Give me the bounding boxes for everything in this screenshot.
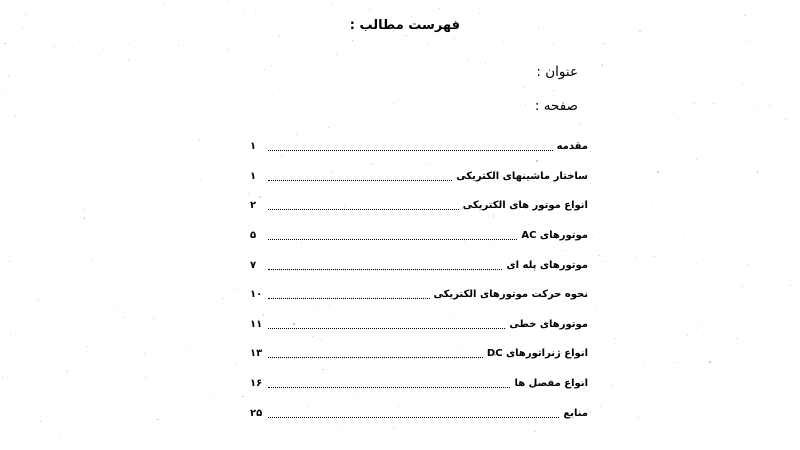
toc-row <box>250 162 588 192</box>
dot-leader <box>268 387 510 388</box>
subject-label: عنوان : <box>536 64 578 80</box>
toc-page-number: ۱۶ <box>250 378 263 390</box>
toc-row <box>250 310 588 340</box>
toc-row <box>250 132 588 162</box>
toc-page-number: ۱۳ <box>250 348 263 360</box>
toc-row <box>250 339 588 369</box>
toc-page-number: ۲۵ <box>250 407 263 419</box>
toc-entry-title: ساختار ماشینهای الکتریکی <box>456 170 588 182</box>
dot-leader <box>268 209 459 210</box>
toc-page-number: ۱۱ <box>250 318 263 330</box>
toc-page-number: ۱ <box>250 141 257 153</box>
toc-entry-title: موتورهای AC <box>521 230 588 242</box>
dot-leader <box>268 357 483 358</box>
toc-entry-title: موتورهای پله ای <box>506 259 588 271</box>
dot-leader <box>268 239 517 240</box>
toc-row <box>250 369 588 399</box>
toc-entry-title: موتورهای خطی <box>509 318 588 330</box>
dot-leader <box>268 180 452 181</box>
page-label: صفحه : <box>534 98 578 114</box>
dot-leader <box>268 328 505 329</box>
toc-row <box>250 398 588 428</box>
toc-page-number: ۱۰ <box>250 289 263 301</box>
dot-leader <box>268 298 430 299</box>
toc-entry-title: منابع <box>563 407 588 419</box>
toc-entry-title: انواع ژنراتورهای DC <box>486 348 588 360</box>
toc-page-number: ۷ <box>250 259 257 271</box>
toc-entry-title: انواع مفصل ها <box>514 378 588 390</box>
table-of-contents <box>250 132 588 428</box>
toc-page-number: ۵ <box>250 230 257 242</box>
toc-entry-title: نحوه حرکت موتورهای الکتریکی <box>433 289 588 301</box>
toc-row <box>250 191 588 221</box>
toc-entry-title: انواع موتور های الکتریکی <box>462 200 588 212</box>
toc-page-number: ۱ <box>250 170 257 182</box>
dot-leader <box>268 269 502 270</box>
toc-entry-title: مقدمه <box>556 141 588 153</box>
document-title: فهرست مطالب : <box>349 18 460 33</box>
toc-row <box>250 221 588 251</box>
dot-leader <box>268 150 553 151</box>
toc-row <box>250 280 588 310</box>
toc-page-number: ۲ <box>250 200 257 212</box>
dot-leader <box>268 417 559 418</box>
toc-row <box>250 250 588 280</box>
